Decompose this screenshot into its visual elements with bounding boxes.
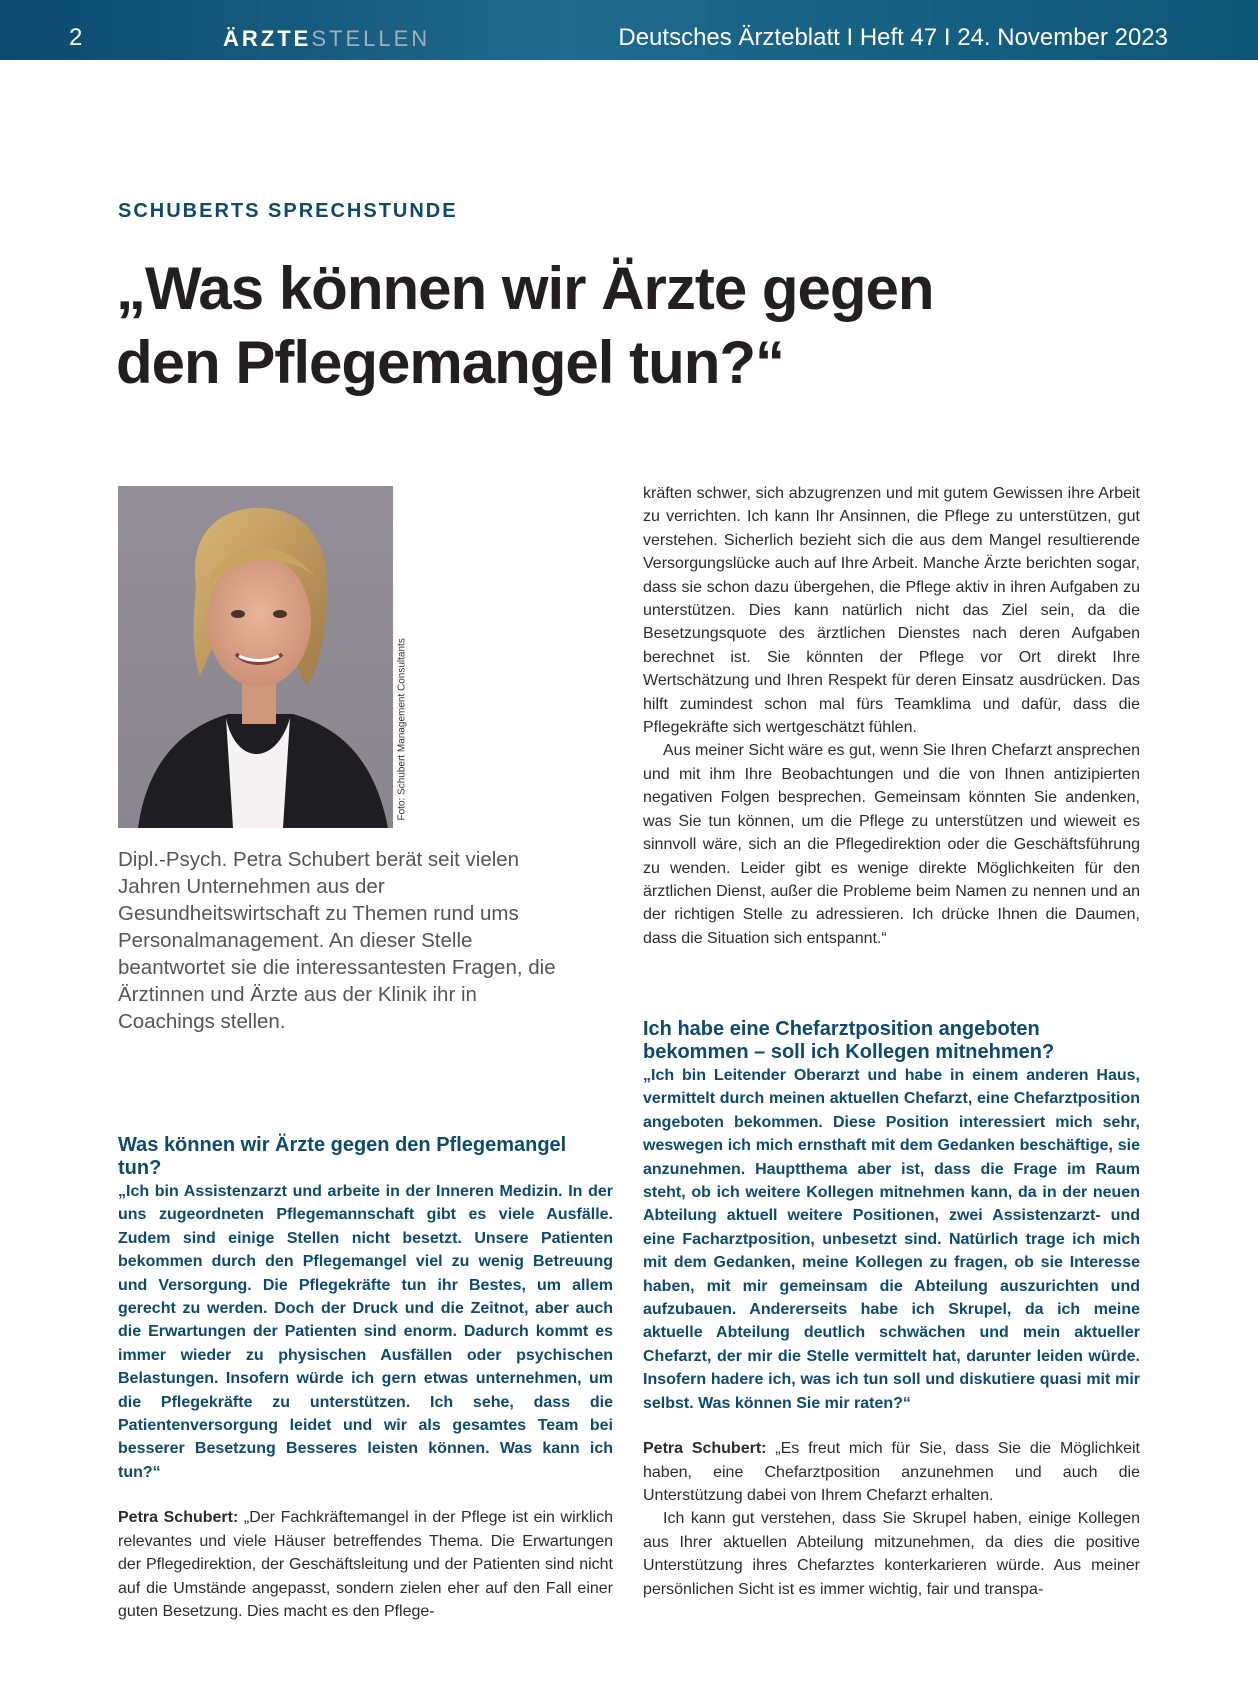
aerztestellen-logo (223, 26, 430, 52)
logo-part-aerzte: ÄRZTE (223, 26, 312, 51)
q2-question: „Ich bin Leitender Oberarzt und habe in einem anderen Haus, vermittelt durch meinen aktuellen Chefarzt, eine Chefarztposition angeboten bekommen. Diese Position interessiert mich sehr, weswegen ich mich ernsthaft mit dem Gedanken beschäftige, sie anzunehmen. Hauptthema aber ist, dass die Frage im Raum steht, ob ich weitere Kollegen mitnehmen kann, da in der neuen Abteilung aktuell weitere Positionen, zwei Assistenzarzt- und eine Facharztposition, unbesetzt sind. Natürlich trage ich mich mit dem Gedanken, meine Kollegen zu fragen, ob sie Interesse haben, mit mir gemeinsam die Abteilung auszurichten und aufzubauen. Andererseits habe ich Skrupel, da ich meine aktuelle Abteilung deutlich schwächen und mein aktueller Chefarzt, der mir die Stelle vermittelt hat, darunter leiden würde. Insofern hadere ich, was ich tun soll und diskutiere quasi mit mir selbst. Was können Sie mir raten?“ (643, 1067, 1140, 1412)
logo-part-stellen: STELLEN (311, 26, 431, 51)
headline-line-2: den Pflegemangel tun?“ (116, 329, 785, 396)
q1-heading: Was können wir Ärzte gegen den Pflegemangel tun? (118, 1134, 567, 1179)
photo-credit (392, 610, 410, 830)
author-caption: Dipl.-Psych. Petra Schubert berät seit vielen Jahren Unternehmen aus der Gesundheitswirtschaft zu Themen rund ums Personalmanagement. An dieser Stelle beantwortet sie die interessantesten Fragen, die Ärztinnen und Ärzte aus der Klinik ihr in Coachings stellen. (118, 848, 556, 1033)
q1-answer-name: Petra Schubert: (118, 1509, 239, 1527)
portrait-photo (118, 486, 393, 828)
issue-info: Deutsches Ärzteblatt I Heft 47 I 24. November 2023 (618, 24, 1168, 51)
photo-credit-text: Foto: Schubert Management Consultants (396, 638, 408, 821)
q2-answer-start (643, 1437, 1140, 1507)
q1-question: „Ich bin Assistenzarzt und arbeite in der Inneren Medizin. In der uns zugeordneten Pflegemannschaft gibt es viele Ausfälle. Zudem sind einige Stellen nicht besetzt. Unsere Patienten bekommen durch den Pflegemangel viel zu wenig Betreuung und Versorgung. Die Pflegekräfte tun ihr Bestes, um allem gerecht zu werden. Doch der Druck und die Zeitnot, aber auch die Erwartungen der Patienten sind enorm. Dadurch kommt es immer wieder zu physischen Ausfällen oder psychischen Belastungen. Insofern würde ich gern etwas unternehmen, um die Pflegekräfte zu unterstützen. Ich sehe, dass die Patientenversorgung leidet und wir als gesamtes Team bei besserer Besetzung Besseres leisten können. Was kann ich tun?“ (118, 1183, 613, 1481)
left-column-q1 (118, 1134, 613, 1623)
q2-answer-paragraph-2: Ich kann gut verstehen, dass Sie Skrupel haben, einige Kollegen aus Ihrer aktuellen Abteilung mitzunehmen, da dies die positive Unterstützung ihres Chefarztes konterkarieren würde. Aus meiner persönlichen Sicht ist es immer wichtig, fair und transpa- (643, 1510, 1140, 1598)
q1-answer-paragraph-2: Aus meiner Sicht wäre es gut, wenn Sie Ihren Chefarzt ansprechen und mit ihm Ihre Beobachtungen und die von Ihnen antizipierten negativen Folgen besprechen. Gemeinsam könnten Sie andenken, was Sie tun können, um die Pflege zu unterstützen und wieweit es sinnvoll wäre, sich an die Pflegedirektion oder die Geschäftsführung zu wenden. Leider gibt es wenige direkte Möglichkeiten für den ärztlichen Dienst, außer die Probleme beim Namen zu nennen und an der richtigen Stelle zu adressieren. Ich drücke Ihnen die Daumen, dass die Situation sich entspannt.“ (643, 742, 1140, 947)
q2-answer-name: Petra Schubert: (643, 1440, 767, 1458)
q2-heading: Ich habe eine Chefarztposition angeboten bekommen – soll ich Kollegen mitnehmen? (643, 1018, 1055, 1063)
portrait-illustration (118, 486, 393, 828)
headline-line-1: „Was können wir Ärzte gegen (116, 255, 934, 322)
section-kicker: SCHUBERTS SPRECHSTUNDE (118, 200, 458, 222)
q2-answer-text: „Es freut mich für Sie, dass Sie die Möglichkeit haben, eine Chefarztposition anzunehmen und auch die Unterstützung dabei von Ihrem Chefarzt erhalten. (643, 1440, 1141, 1504)
q1-answer-text: „Der Fachkräftemangel in der Pflege ist ein wirklich relevantes und viele Häuser betreffendes Thema. Die Erwartungen der Pflegedirektion, der Geschäftsleitung und der Patienten sind nicht auf die Umstände angepasst, sondern zielen eher auf den Fall einer guten Besetzung. Dies macht es den Pflege- (118, 1509, 613, 1620)
right-column-q1-continued (643, 482, 1140, 950)
page-number: 2 (69, 24, 83, 51)
page-header-bar (0, 0, 1258, 60)
q1-answer-start (118, 1506, 613, 1623)
right-column-q2 (643, 1018, 1140, 1601)
article-headline (116, 252, 1016, 400)
q1-answer-continued: kräften schwer, sich abzugrenzen und mit gutem Gewissen ihre Arbeit zu verrichten. Ich kann Ihr Ansinnen, die Pflege zu unterstützen, gut verstehen. Sicherlich bezieht sich die aus dem Mangel resultierende Versorgungslücke auch auf Ihre Arbeit. Manche Ärzte berichten sogar, dass sie schon dazu übergehen, die Pflege aktiv in ihren Aufgaben zu unterstützen. Dies kann natürlich nicht das Ziel sein, da die Besetzungsquote des ärztlichen Dienstes nach deren Aufgaben berechnet ist. Sie könnten der Pflege vor Ort direkt Ihre Wertschätzung und Ihren Respekt für deren Einsatz ausdrücken. Das hilft zumindest schon mal fürs Teamklima und dafür, dass die Pflegekräfte sich wertgeschätzt fühlen. (643, 485, 1140, 737)
